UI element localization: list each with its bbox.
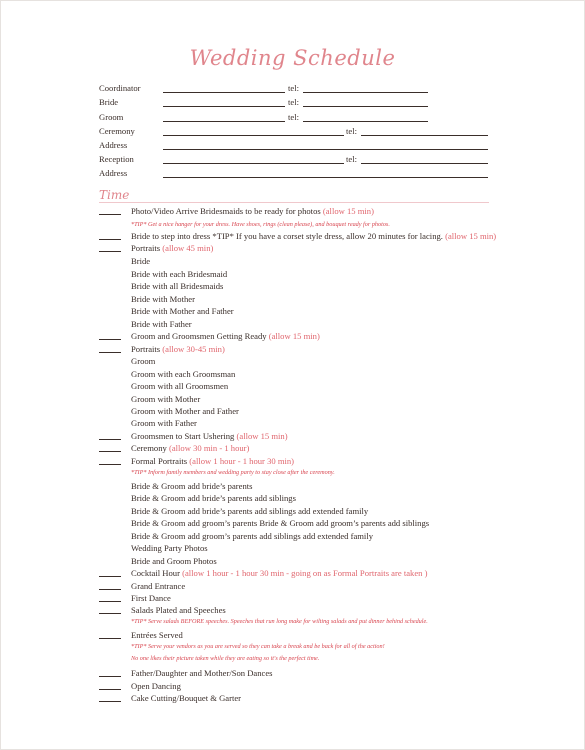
time-blank-field[interactable] [99,638,121,639]
bride-tel-field[interactable] [303,106,428,107]
schedule-item [99,668,529,681]
schedule-item-label: Bride [131,256,151,266]
schedule-item-label: Cake Cutting/Bouquet & Garter [131,693,242,703]
schedule-item-label: Bride & Groom add bride’s parents add siblings [131,493,296,503]
schedule-item-text [131,543,208,553]
schedule-item-text [131,605,226,615]
schedule-item-label: Cocktail Hour [131,568,180,578]
schedule-item-label: Wedding Party Photos [131,543,208,553]
schedule-item-label: Bride and Groom Photos [131,556,217,566]
time-blank-field[interactable] [99,339,121,340]
tel-label: tel: [346,154,357,164]
schedule-item-label: Bride with Father [131,319,192,329]
schedule-item-text [131,319,192,329]
time-blank-field[interactable] [99,439,121,440]
time-blank-field[interactable] [99,352,121,353]
schedule-item [99,331,529,344]
schedule-item-label: Bride & Groom add groom’s parents Bride & Groom add groom’s parents add siblings [131,518,430,528]
schedule-item-duration: (allow 30-45 min) [162,344,225,354]
schedule-item-label: Groom with Mother [131,394,201,404]
schedule-item-label: Bride & Groom add bride’s parents [131,481,253,491]
schedule-item-label: Bride with each Bridesmaid [131,269,228,279]
schedule-item-text [131,568,427,578]
schedule-item-text [131,418,197,428]
schedule-item-text [131,406,239,416]
schedule-item [99,306,529,319]
schedule-item-label: Groom with each Groomsman [131,369,236,379]
schedule-item-text [131,668,273,678]
tel-label: tel: [288,97,299,107]
schedule-item-duration: (allow 30 min - 1 hour) [168,443,250,453]
schedule-item-label: Bride with all Bridesmaids [131,281,224,291]
schedule-tip: *TIP* Serve your vendors as you are served so they can take a break and be back for all of the action! [131,643,385,650]
schedule-item-duration: (allow 15 min) [268,331,320,341]
schedule-item [99,443,529,456]
schedule-item-text [131,443,249,453]
schedule-item-text [131,369,235,379]
schedule-item-text [131,481,252,491]
schedule-item-duration: (allow 15 min) [236,431,288,441]
schedule-item-label: Bride & Groom add groom’s parents add siblings add extended family [131,531,374,541]
schedule-item-text [131,431,288,441]
schedule-item [99,518,529,531]
schedule-item-label: First Dance [131,593,171,603]
schedule-item [99,243,529,256]
groom-label: Groom [99,112,124,122]
schedule-item [99,456,529,469]
schedule-item-text [131,331,320,341]
schedule-item-text [131,206,374,216]
schedule-item-label: Bride with Mother and Father [131,306,234,316]
schedule-item-label: Groomsmen to Start Ushering [131,431,235,441]
schedule-item-duration: (allow 15 min) [445,231,497,241]
time-blank-field[interactable] [99,676,121,677]
schedule-item-text [131,493,296,503]
schedule-item-label: Portraits [131,243,161,253]
schedule-item-text [131,231,496,241]
schedule-item-text [131,294,195,304]
bride-label: Bride [99,97,119,107]
schedule-tip: *TIP* Serve salads BEFORE speeches. Speeches that run long make for wilting salads and put dinner behind schedule. [131,618,428,625]
schedule-item-text [131,281,223,291]
schedule-item-text [131,681,181,691]
schedule-item [99,493,529,506]
schedule-item-text [131,630,183,640]
reception-address-field[interactable] [163,177,488,178]
schedule-item [99,256,529,269]
schedule-item-label: Groom [131,356,156,366]
schedule-item-text [131,531,373,541]
schedule-item-label: Photo/Video Arrive Bridesmaids to be ready for photos [131,206,321,216]
coordinator-label: Coordinator [99,83,141,93]
schedule-item-text [131,306,234,316]
ceremony-address-label: Address [99,140,128,150]
schedule-item-label: Groom with Father [131,418,197,428]
schedule-item-label: Groom with Mother and Father [131,406,239,416]
schedule-item-label: Bride & Groom add bride’s parents add siblings add extended family [131,506,369,516]
time-blank-field[interactable] [99,613,121,614]
schedule-item [99,693,529,706]
schedule-item-label: Salads Plated and Speeches [131,605,226,615]
reception-field[interactable] [163,163,344,164]
schedule-item-duration: (allow 1 hour - 1 hour 30 min) [189,456,295,466]
time-blank-field[interactable] [99,251,121,252]
schedule-tip: *TIP* Get a nice hanger for your dress. Have shoes, rings (clean please), and bouquet ready for photos. [131,221,390,228]
time-blank-field[interactable] [99,701,121,702]
schedule-item-label: Groom with all Groomsmen [131,381,229,391]
time-header: Time [99,188,130,202]
schedule-item-label: Grand Entrance [131,581,186,591]
schedule-item [99,605,529,618]
time-blank-field[interactable] [99,239,121,240]
schedule-item [99,418,529,431]
schedule-item-text [131,243,213,253]
groom-field[interactable] [163,121,285,122]
ceremony-label: Ceremony [99,126,135,136]
tel-label: tel: [346,126,357,136]
schedule-item-label: Ceremony [131,443,167,453]
time-blank-field[interactable] [99,464,121,465]
tel-label: tel: [288,83,299,93]
schedule-item-label: Formal Portraits [131,456,188,466]
page-title: Wedding Schedule [189,46,396,70]
schedule-item-label: Open Dancing [131,681,181,691]
schedule-item-label: Portraits [131,344,161,354]
schedule-item-label: Bride with Mother [131,294,195,304]
schedule-item [99,381,529,394]
ceremony-tel-field[interactable] [361,135,488,136]
schedule-item-text [131,581,185,591]
schedule-item-text [131,344,225,354]
schedule-item [99,543,529,556]
schedule-item-label: Bride to step into dress *TIP* If you have a corset style dress, allow 20 minutes for lacing. [131,231,443,241]
schedule-item-text [131,381,228,391]
schedule-item [99,281,529,294]
tel-label: tel: [288,112,299,122]
reception-tel-field[interactable] [361,163,488,164]
time-blank-field[interactable] [99,689,121,690]
schedule-item-text [131,456,294,466]
time-blank-field[interactable] [99,451,121,452]
schedule-tip: *TIP* Inform family members and wedding party to stay close after the ceremony. [131,469,335,476]
ceremony-address-field[interactable] [163,149,488,150]
coordinator-field[interactable] [163,92,285,93]
time-blank-field[interactable] [99,214,121,215]
coordinator-tel-field[interactable] [303,92,428,93]
schedule-item-text [131,356,155,366]
time-blank-field[interactable] [99,601,121,602]
schedule-item-duration: (allow 15 min) [322,206,374,216]
schedule-item [99,630,529,643]
schedule-item [99,206,529,219]
bride-field[interactable] [163,106,285,107]
schedule-item-label: Entrées Served [131,630,183,640]
time-divider [99,202,489,203]
schedule-item-text [131,518,429,528]
reception-address-label: Address [99,168,128,178]
schedule-item-text [131,693,241,703]
schedule-item-text [131,593,171,603]
ceremony-field[interactable] [163,135,344,136]
time-blank-field[interactable] [99,589,121,590]
groom-tel-field[interactable] [303,121,428,122]
schedule-item-text [131,506,368,516]
schedule-item-text [131,394,200,404]
schedule-item-duration: (allow 1 hour - 1 hour 30 min - going on as Formal Portraits are taken ) [182,568,428,578]
reception-label: Reception [99,154,134,164]
schedule-tip: No one likes their picture taken while they are eating so it's the perfect time. [131,655,320,662]
schedule-item [99,356,529,369]
schedule-item [99,568,529,581]
schedule-item-label: Father/Daughter and Mother/Son Dances [131,668,273,678]
schedule-item-text [131,556,217,566]
schedule-item-duration: (allow 45 min) [162,243,214,253]
time-blank-field[interactable] [99,576,121,577]
schedule-item-text [131,256,150,266]
schedule-item-text [131,269,227,279]
schedule-item-label: Groom and Groomsmen Getting Ready [131,331,267,341]
